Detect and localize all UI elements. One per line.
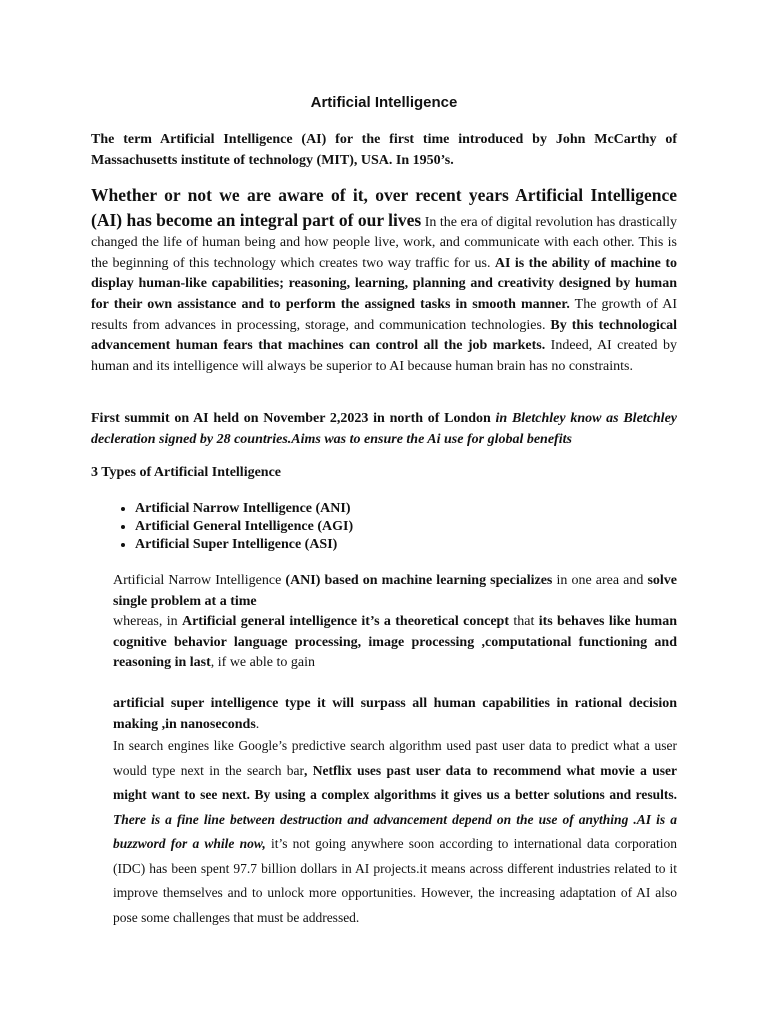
asi-bold-1: artificial super intelligence type it will surpass all human capabilities in rational decision making ,in nanoseconds — [113, 696, 677, 732]
types-heading: 3 Types of Artificial Intelligence — [91, 465, 282, 480]
list-item: • Artificial Super Intelligence (ASI) — [135, 536, 353, 554]
overview-lead: Whether or not we are aware of it, over recent years Artificial Intelligence (AI) has become an integral part of our lives — [91, 185, 677, 230]
overview-text-1: In the era of digital revolution has drastically changed the life of human being and how people live, work, and communicate with each other. This is the beginning of this technology which creates two way traffic for us. — [91, 214, 678, 271]
agi-text-2: that — [508, 614, 539, 629]
intro-paragraph: The term Artificial Intelligence (AI) for the first time introduced by John McCarthy of Massachusetts institute of technology (MIT), USA. In 1950’s. — [91, 132, 677, 168]
applications-bold-italic-1: There is a fine line between destruction and advancement depend on the use of anything .AI is a buzzword for a while now, — [113, 811, 677, 851]
ani-paragraph — [113, 571, 677, 612]
ani-bold-1: (ANI) based on machine learning specializes — [285, 573, 553, 588]
summit-italic: in Bletchley know as Bletchley decleration signed by 28 countries.Aims was to ensure the Ai use for global benefits — [91, 411, 677, 447]
overview-bold-2: By this technological advancement human fears that machines can control all the job markets. — [91, 317, 677, 354]
asi-paragraph — [113, 694, 677, 735]
list-item: • Artificial Narrow Intelligence (ANI) — [135, 500, 353, 518]
summit-paragraph — [91, 409, 677, 450]
ani-text-2: in one area and — [552, 573, 648, 588]
overview-text-2: The growth of AI results from advances in processing, storage, and communication technologies. — [91, 296, 677, 333]
applications-bold-1: , Netflix uses past user data to recommend what movie a user might want to see next. By using a complex algorithms it gives us a better solutions and results. — [113, 762, 677, 802]
asi-text-1: . — [255, 716, 260, 732]
overview-paragraph — [91, 184, 677, 377]
applications-text-2: it’s not going anywhere soon according to international data corporation (IDC) has been spent 97.7 billion dollars in AI projects.it means across different industries related to it improve themselves and to unlock more opportunities. However, the increasing adaptation of AI also pose some challenges that must be addressed. — [113, 836, 677, 925]
agi-bold-1: Artificial general intelligence it’s a theoretical concept — [181, 614, 509, 629]
applications-text-1: In search engines like Google’s predictive search algorithm used past user data to predict what a user would type next in the search bar — [113, 738, 677, 778]
agi-text-3: , if we able to gain — [210, 655, 315, 670]
types-list — [91, 500, 353, 554]
page-title: Artificial Intelligence — [310, 94, 458, 111]
summit-bold: First summit on AI held on November 2,2023 in north of London — [91, 411, 496, 426]
ani-bold-2: solve single problem at a time — [113, 573, 677, 609]
overview-text-3: Indeed, AI created by human and its intelligence will always be superior to AI because human brain has no constraints. — [91, 338, 677, 374]
applications-paragraph — [113, 734, 677, 930]
list-item: • Artificial General Intelligence (AGI) — [135, 518, 353, 536]
overview-bold-1: AI is the ability of machine to display human-like capabilities; reasoning, learning, planning and creativity designed by human for their own assistance and to perform the assigned tasks in smooth manner. — [91, 255, 677, 312]
agi-paragraph — [113, 612, 677, 674]
agi-text-1: whereas, in — [113, 614, 182, 629]
agi-bold-2: its behaves like human cognitive behavior language processing, image processing ,computational functioning and reasoning in last — [113, 614, 677, 670]
ani-text-1: Artificial Narrow Intelligence — [113, 573, 286, 588]
